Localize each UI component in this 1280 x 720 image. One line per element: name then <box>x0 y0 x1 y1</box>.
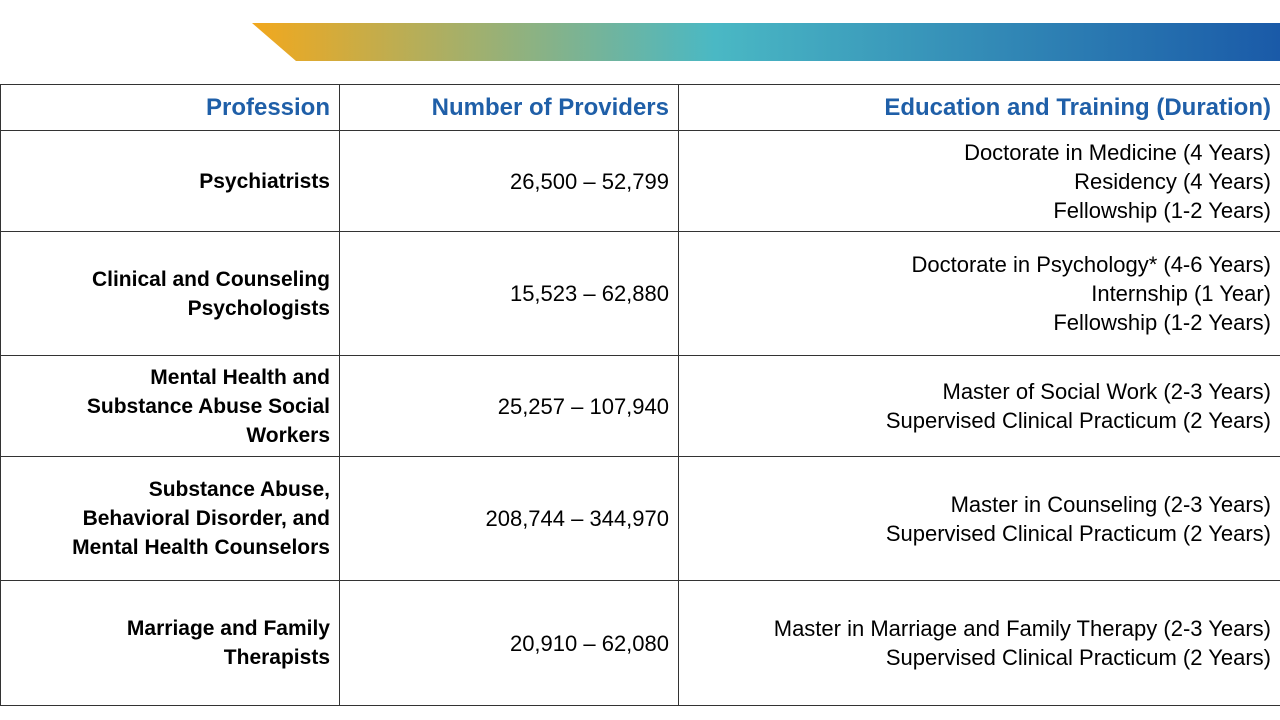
profession-line: Psychiatrists <box>199 169 330 193</box>
education-cell <box>679 457 1280 581</box>
table-row <box>1 581 1280 706</box>
profession-cell <box>1 232 340 356</box>
education-line: Supervised Clinical Practicum (2 Years) <box>885 408 1271 433</box>
providers-table <box>0 84 1280 706</box>
profession-cell <box>1 457 340 581</box>
profession-line: Marriage and Family <box>126 617 330 640</box>
profession-line: Mental Health and <box>150 365 330 389</box>
profession-line: Workers <box>246 423 330 447</box>
header-gradient-banner <box>0 0 1280 80</box>
education-line: Supervised Clinical Practicum (2 Years) <box>885 520 1271 546</box>
profession-cell <box>1 356 340 457</box>
education-line: Master of Social Work (2-3 Years) <box>942 379 1271 404</box>
education-cell <box>679 356 1280 457</box>
profession-cell <box>1 581 340 706</box>
table-header-row <box>1 85 1280 131</box>
table-row <box>1 232 1280 356</box>
education-line: Doctorate in Medicine (4 Years) <box>964 139 1271 165</box>
providers-cell: 20,910 – 62,080 <box>340 581 679 706</box>
education-line: Internship (1 Year) <box>1091 281 1271 306</box>
education-line: Fellowship (1-2 Years) <box>1053 310 1271 335</box>
header-number-of-providers: Number of Providers <box>340 85 679 131</box>
education-line: Residency (4 Years) <box>1074 168 1271 194</box>
education-line: Doctorate in Psychology* (4-6 Years) <box>911 252 1271 277</box>
profession-line: Psychologists <box>187 296 330 320</box>
header-education-and-training: Education and Training (Duration) <box>679 85 1280 131</box>
education-line: Supervised Clinical Practicum (2 Years) <box>885 645 1271 670</box>
profession-line: Behavioral Disorder, and <box>82 507 330 530</box>
profession-line: Therapists <box>223 646 330 669</box>
header-profession: Profession <box>1 85 340 131</box>
profession-line: Substance Abuse Social <box>86 394 330 418</box>
providers-cell: 208,744 – 344,970 <box>340 457 679 581</box>
providers-cell: 25,257 – 107,940 <box>340 356 679 457</box>
education-cell <box>679 232 1280 356</box>
education-line: Fellowship (1-2 Years) <box>1053 197 1271 223</box>
profession-line: Clinical and Counseling <box>91 267 330 291</box>
education-line: Master in Marriage and Family Therapy (2-3 Years) <box>773 616 1271 641</box>
education-cell <box>679 581 1280 706</box>
education-cell <box>679 131 1280 232</box>
profession-line: Mental Health Counselors <box>72 536 330 559</box>
table-row <box>1 131 1280 232</box>
profession-line: Substance Abuse, <box>148 478 330 501</box>
providers-cell: 26,500 – 52,799 <box>340 131 679 232</box>
providers-cell: 15,523 – 62,880 <box>340 232 679 356</box>
table-row <box>1 356 1280 457</box>
table-row <box>1 457 1280 581</box>
banner-stripe <box>252 23 1280 61</box>
education-line: Master in Counseling (2-3 Years) <box>950 491 1271 517</box>
profession-cell <box>1 131 340 232</box>
